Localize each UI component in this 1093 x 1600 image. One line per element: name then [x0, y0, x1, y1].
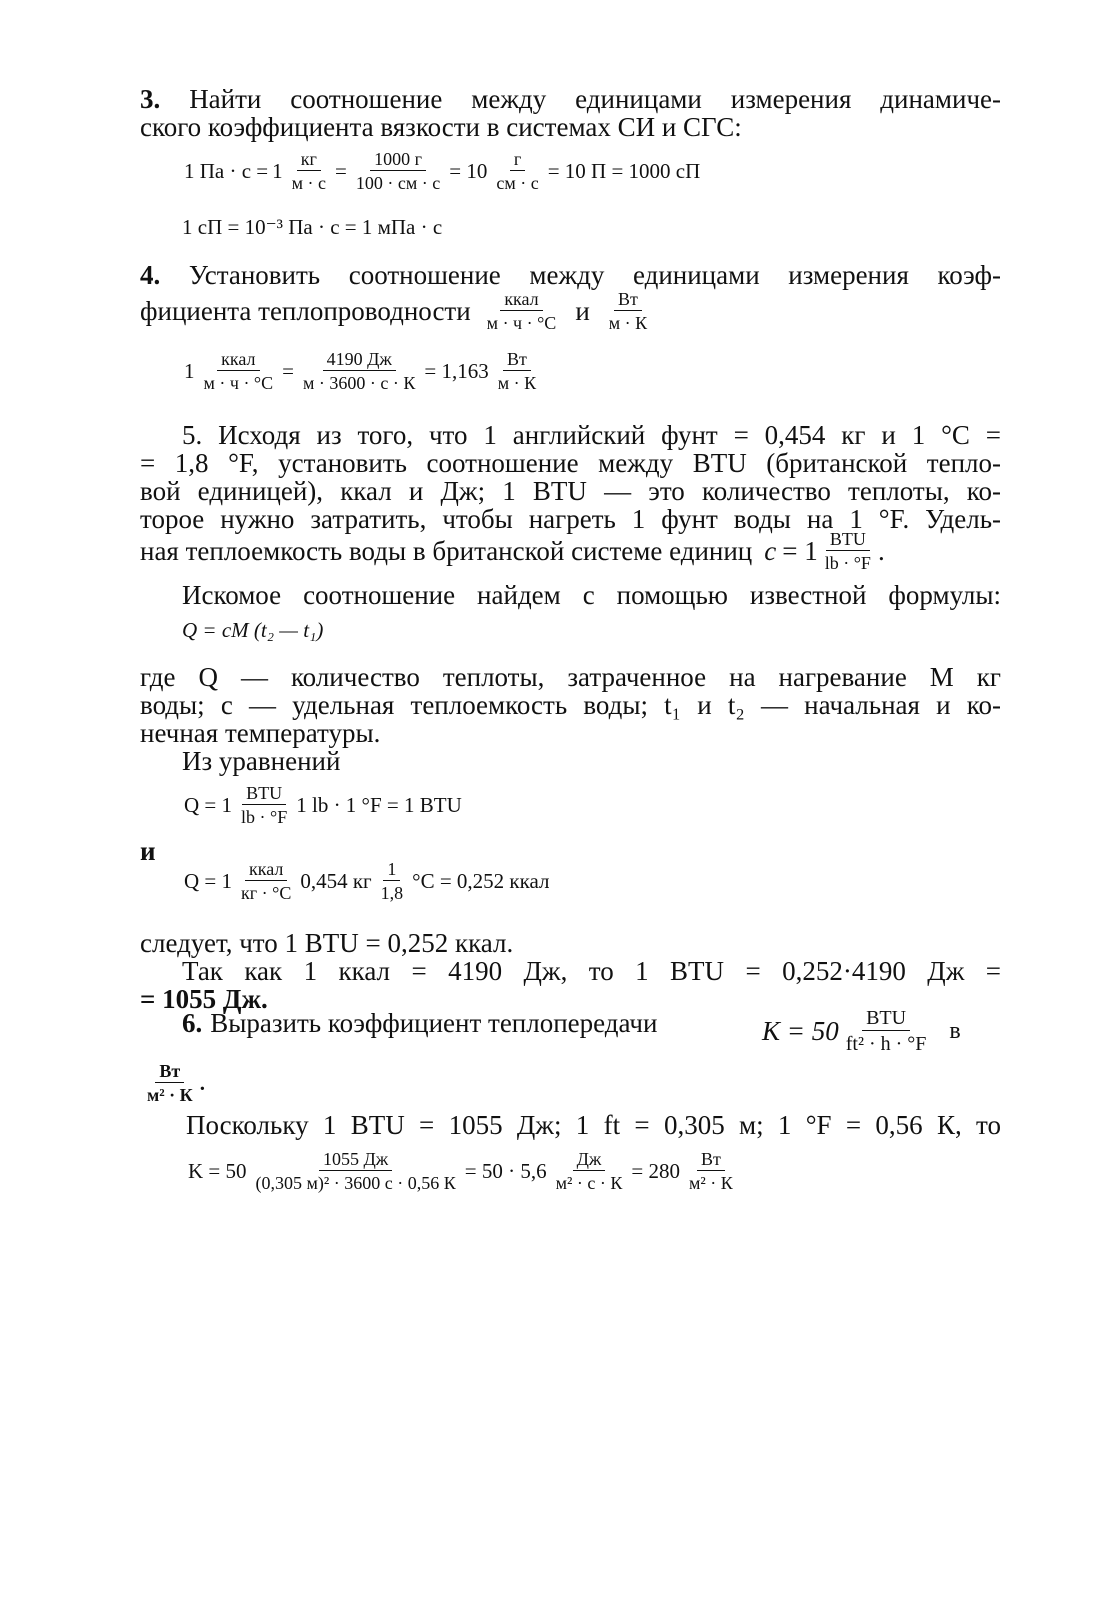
p5-where1: где Q — количество теплоты, затраченное на нагревание M кг: [140, 662, 1001, 692]
p5-line5: ная теплоемкость воды в британской системе единиц c = 1 $\frac{\text{BTU}}{lb \cdot ^\circ F}$ .: [140, 529, 885, 573]
fraction: $\frac{\text{BTU}}{\text{ft² · h · °F}}$: [845, 1007, 927, 1055]
p6-line1: 6. Выразить коэффициент теплопередачи: [182, 1008, 658, 1038]
p5-line3: вой единицей), ккал и Дж; 1 BTU — это количество теплоты, ко-: [140, 476, 1001, 506]
p5-line6: Искомое соотношение найдем с помощью известной формулы:: [182, 580, 1001, 610]
fraction: $\frac{Вт}{\text{м² · К}}$: [689, 1149, 733, 1193]
fraction: $\frac{\text{BTU}}{lb \cdot ^\circ F}$: [241, 783, 288, 827]
p3-line2: ского коэффициента вязкости в системах СИ и СГС:: [140, 112, 742, 142]
p5-equation-a: Q = 1 $\frac{\text{BTU}}{lb \cdot ^\circ F}$ 1 lb · 1 °F = 1 BTU: [184, 783, 462, 827]
fraction: $\frac{\text{ккал}}{м \cdot ч \cdot ^\circ С}$: [203, 349, 274, 393]
p4-number: 4.: [140, 260, 161, 290]
p5-where3: нечная температуры.: [140, 718, 381, 748]
fraction: $\frac{Вт}{м \cdot К}$: [497, 349, 537, 393]
p6-since: Поскольку 1 BTU = 1055 Дж; 1 ft = 0,305 м; 1 °F = 0,56 К, то: [186, 1110, 1001, 1140]
p5-line2: = 1,8 °F, установить соотношение между BTU (британской тепло-: [140, 448, 1001, 478]
fraction: $\frac{1055 Дж}{\text{(0,305 м)² · 3600 с · 0,56 К}}$: [255, 1149, 456, 1193]
p6-k-expression: K = 50 $\frac{\text{BTU}}{\text{ft² · h · °F}}$ в: [762, 1007, 961, 1055]
p3-number: 3.: [140, 84, 161, 114]
fraction: $\frac{4190 Дж}{м \cdot 3600 \cdot с \cdot К}$: [302, 349, 416, 393]
p5-where2: воды; c — удельная теплоемкость воды; t₁ и t₂ — начальная и ко-: [140, 690, 1001, 720]
p3-equation-1: 1 Па · с = 1 $\frac{кг}{м \cdot с}$ = $\frac{1000 г}{100 \cdot см \cdot с}$ = 10 $\frac{г}{см \cdot с}$ = 10 П = 1000 сП: [184, 149, 701, 193]
p3-line1: 3. Найти соотношение между единицами измерения динамиче-: [140, 84, 1002, 114]
fraction: $\frac{г}{см \cdot с}$: [496, 149, 539, 193]
p4-line2: фициента теплопроводности $\frac{\text{ккал}}{м \cdot ч \cdot ^\circ С}$ и $\frac{Вт}{м \cdot К}$: [140, 290, 654, 332]
p5-line1: 5. Исходя из того, что 1 английский фунт = 0,454 кг и 1 °С =: [182, 420, 1001, 450]
p5-since1: Так как 1 ккал = 4190 Дж, то 1 BTU = 0,252·4190 Дж =: [182, 956, 1001, 986]
fraction: $\frac{\text{BTU}}{lb \cdot ^\circ F}$: [824, 529, 871, 573]
p6-equation: K = 50 $\frac{1055 Дж}{\text{(0,305 м)² · 3600 с · 0,56 К}}$ = 50 · 5,6 $\frac{Дж}{\text{м² · с · К}}$ = 280 $\frac{Вт}{\text{м² · К}}$: [186, 1150, 740, 1192]
p3-equation-2: 1 сП = 10⁻³ Па · с = 1 мПа · с: [182, 215, 443, 239]
fraction: $\frac{1000 г}{100 \cdot см \cdot с}$: [355, 149, 441, 193]
p5-equation-b: Q = 1 $\frac{\text{ккал}}{кг \cdot ^\circ С}$ 0,454 кг $\frac{1}{1,8}$ °С = 0,252 ккал: [184, 859, 550, 903]
fraction: $\frac{кг}{м \cdot с}$: [291, 149, 327, 193]
p5-number: 5.: [182, 420, 203, 450]
p5-line4: торое нужно затратить, чтобы нагреть 1 фунт воды на 1 °F. Удель-: [140, 504, 1001, 534]
p4-equation: 1 $\frac{\text{ккал}}{м \cdot ч \cdot ^\circ С}$ = $\frac{4190 Дж}{м \cdot 3600 \cdot с \cdot К}$ = 1,163 $\frac{Вт}{м \cdot К}$: [182, 350, 543, 392]
p6-target-unit: $\frac{Вт}{\text{м² · К}}$ .: [140, 1062, 205, 1104]
p5-formula: Q = cM (t₂ — t₁): [182, 618, 324, 642]
p5-from: Из уравнений: [182, 746, 341, 776]
fraction: $\frac{\text{ккал}}{м \cdot ч \cdot ^\circ С}$: [486, 289, 557, 333]
p5-since2: = 1055 Дж.: [140, 984, 268, 1014]
p5-and: и: [140, 836, 156, 866]
fraction: $\frac{Дж}{\text{м² · с · К}}$: [555, 1149, 623, 1193]
fraction: $\frac{\text{ккал}}{кг \cdot ^\circ С}$: [241, 859, 292, 903]
p5-follows: следует, что 1 BTU = 0,252 ккал.: [140, 928, 514, 958]
fraction: $\frac{1}{1,8}$: [380, 859, 404, 903]
fraction: $\frac{Вт}{\text{м² · К}}$: [147, 1061, 193, 1105]
p6-number: 6.: [182, 1008, 203, 1038]
fraction: $\frac{Вт}{м \cdot К}$: [608, 289, 648, 333]
p4-line1: 4. Установить соотношение между единицами измерения коэф-: [140, 260, 1001, 290]
